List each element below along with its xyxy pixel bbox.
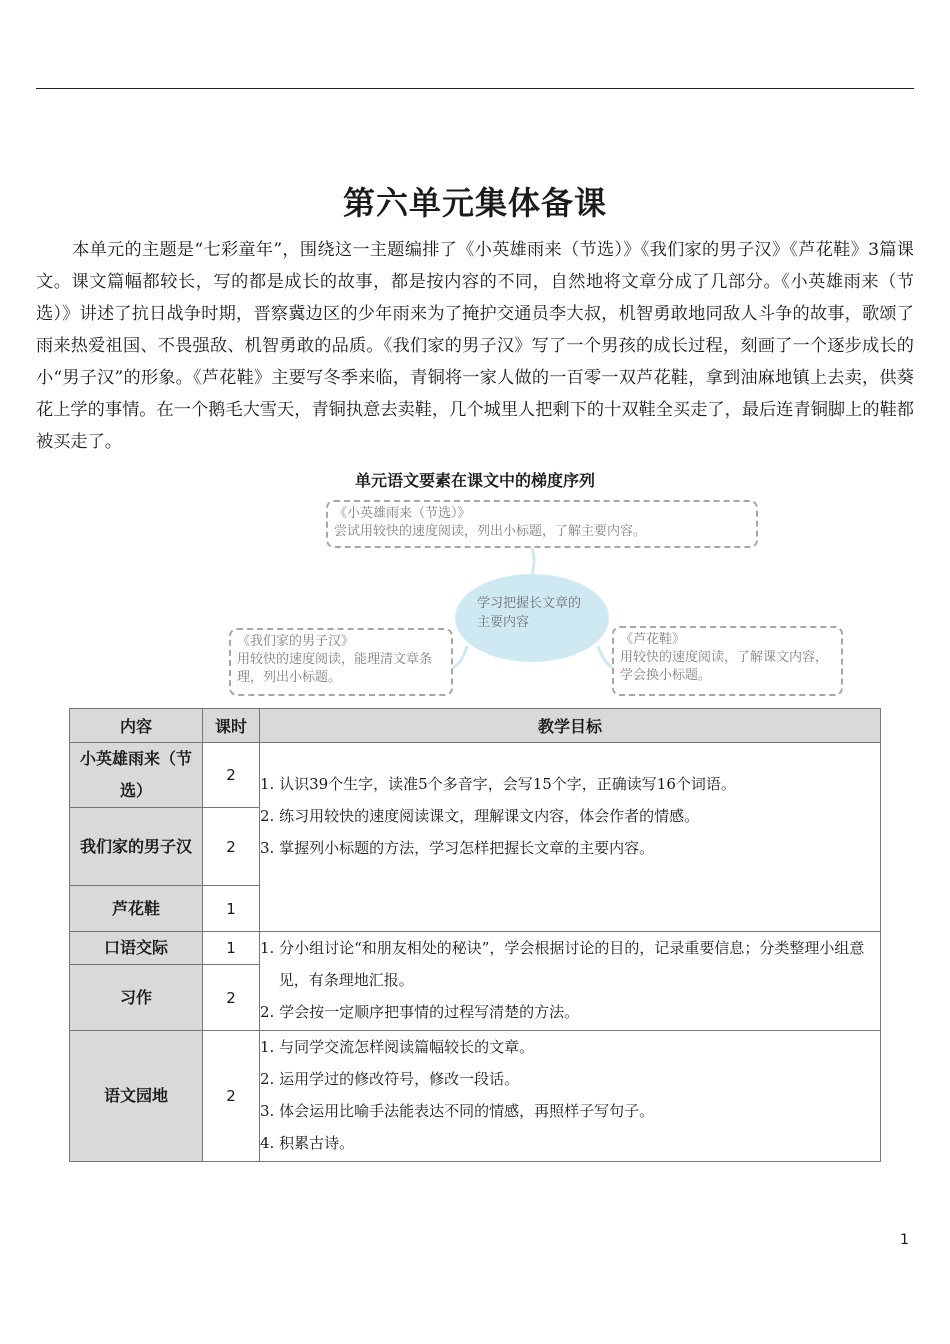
page-title: 第六单元集体备课 (342, 184, 607, 222)
intro-paragraph: 本单元的主题是“七彩童年”，围绕这一主题编排了《小英雄雨来（节选）》《我们家的男子汉》《芦花鞋》3篇课文。课文篇幅都较长，写的都是成长的故事，都是按内容的不同，自然地将文章分成了几部分。《小英雄雨来（节选）》讲述了抗日战争时期，晋察冀边区的少年雨来为了掩护交通员李大叔，机智勇敢地同敌人斗争的故事，歌颂了雨来热爱祖国、不畏强敌、机智勇敢的品质。《我们家的男子汉》写了一个男孩的成长过程，刻画了一个逐步成长的小“男子汉”的形象。《芦花鞋》主要写冬季来临，青铜将一家人做的一百零一双芦花鞋，拿到油麻地镇上去卖，供葵花上学的事情。在一个鹅毛大雪天，青铜执意去卖鞋，几个城里人把剩下的十双鞋全买走了，最后连青铜脚上的鞋都被买走了。 (36, 240, 914, 452)
lesson-name: 习作 (70, 965, 203, 1031)
lesson-name: 小英雄雨来（节选） (70, 743, 203, 808)
header-goals: 教学目标 (260, 709, 881, 743)
goal-item: 2. 练习用较快的速度阅读课文，理解课文内容，体会作者的情感。 (260, 807, 700, 825)
connector-left (452, 646, 467, 668)
node-text: 用较快的速度阅读，了解课文内容，学会换小标题。 (620, 650, 829, 683)
goal-item: 1. 与同学交流怎样阅读篇幅较长的文章。 (260, 1038, 535, 1056)
table-header-row (70, 709, 881, 743)
lesson-name: 芦花鞋 (70, 886, 203, 932)
lesson-hours: 2 (203, 808, 260, 886)
node-text: 用较快的速度阅读，能理清文章条理，列出小标题。 (237, 652, 433, 685)
table-row (70, 932, 881, 965)
lesson-hours: 2 (203, 743, 260, 808)
goal-item: 1. 认识39个生字，读准5个多音字，会写15个字，正确读写16个词语。 (260, 775, 736, 793)
goal-item: 1. 分小组讨论“和朋友相处的秘诀”，学会根据讨论的目的，记录重要信息；分类整理小组意见，有条理地汇报。 (260, 939, 865, 989)
goals-oral-writing (260, 932, 881, 1031)
lesson-hours: 1 (203, 932, 260, 965)
goal-item: 4. 积累古诗。 (260, 1134, 355, 1152)
mindmap-center: 学习把握长文章的主要内容 (455, 574, 609, 662)
goal-item: 2. 学会按一定顺序把事情的过程写清楚的方法。 (260, 1003, 580, 1021)
goal-item: 3. 掌握列小标题的方法，学习怎样把握长文章的主要内容。 (260, 839, 655, 857)
lesson-hours: 1 (203, 886, 260, 932)
page-number: 1 (900, 1232, 909, 1248)
node-book-title: 《小英雄雨来（节选）》 (334, 506, 471, 521)
mindmap-node-right (612, 626, 843, 696)
lesson-hours: 2 (203, 965, 260, 1031)
node-text: 尝试用较快的速度阅读，列出小标题，了解主要内容。 (334, 524, 647, 539)
goals-garden (260, 1031, 881, 1162)
node-book-title: 《我们家的男子汉》 (237, 634, 355, 649)
goal-item: 3. 体会运用比喻手法能表达不同的情感，再照样子写句子。 (260, 1102, 655, 1120)
lesson-name: 我们家的男子汉 (70, 808, 203, 886)
mindmap-node-top (326, 500, 758, 548)
connector-top (532, 548, 534, 574)
lesson-name: 口语交际 (70, 932, 203, 965)
diagram-title: 单元语文要素在课文中的梯度序列 (354, 471, 595, 490)
lesson-hours: 2 (203, 1031, 260, 1162)
table-row (70, 1031, 881, 1162)
lesson-name: 语文园地 (70, 1031, 203, 1162)
goal-item: 2. 运用学过的修改符号，修改一段话。 (260, 1070, 520, 1088)
node-book-title: 《芦花鞋》 (620, 632, 686, 647)
mindmap-node-left (229, 628, 453, 696)
header-content: 内容 (70, 709, 203, 743)
table-row (70, 743, 881, 808)
goals-reading (260, 743, 881, 932)
teaching-plan-table (69, 708, 881, 1162)
header-hours: 课时 (203, 709, 260, 743)
